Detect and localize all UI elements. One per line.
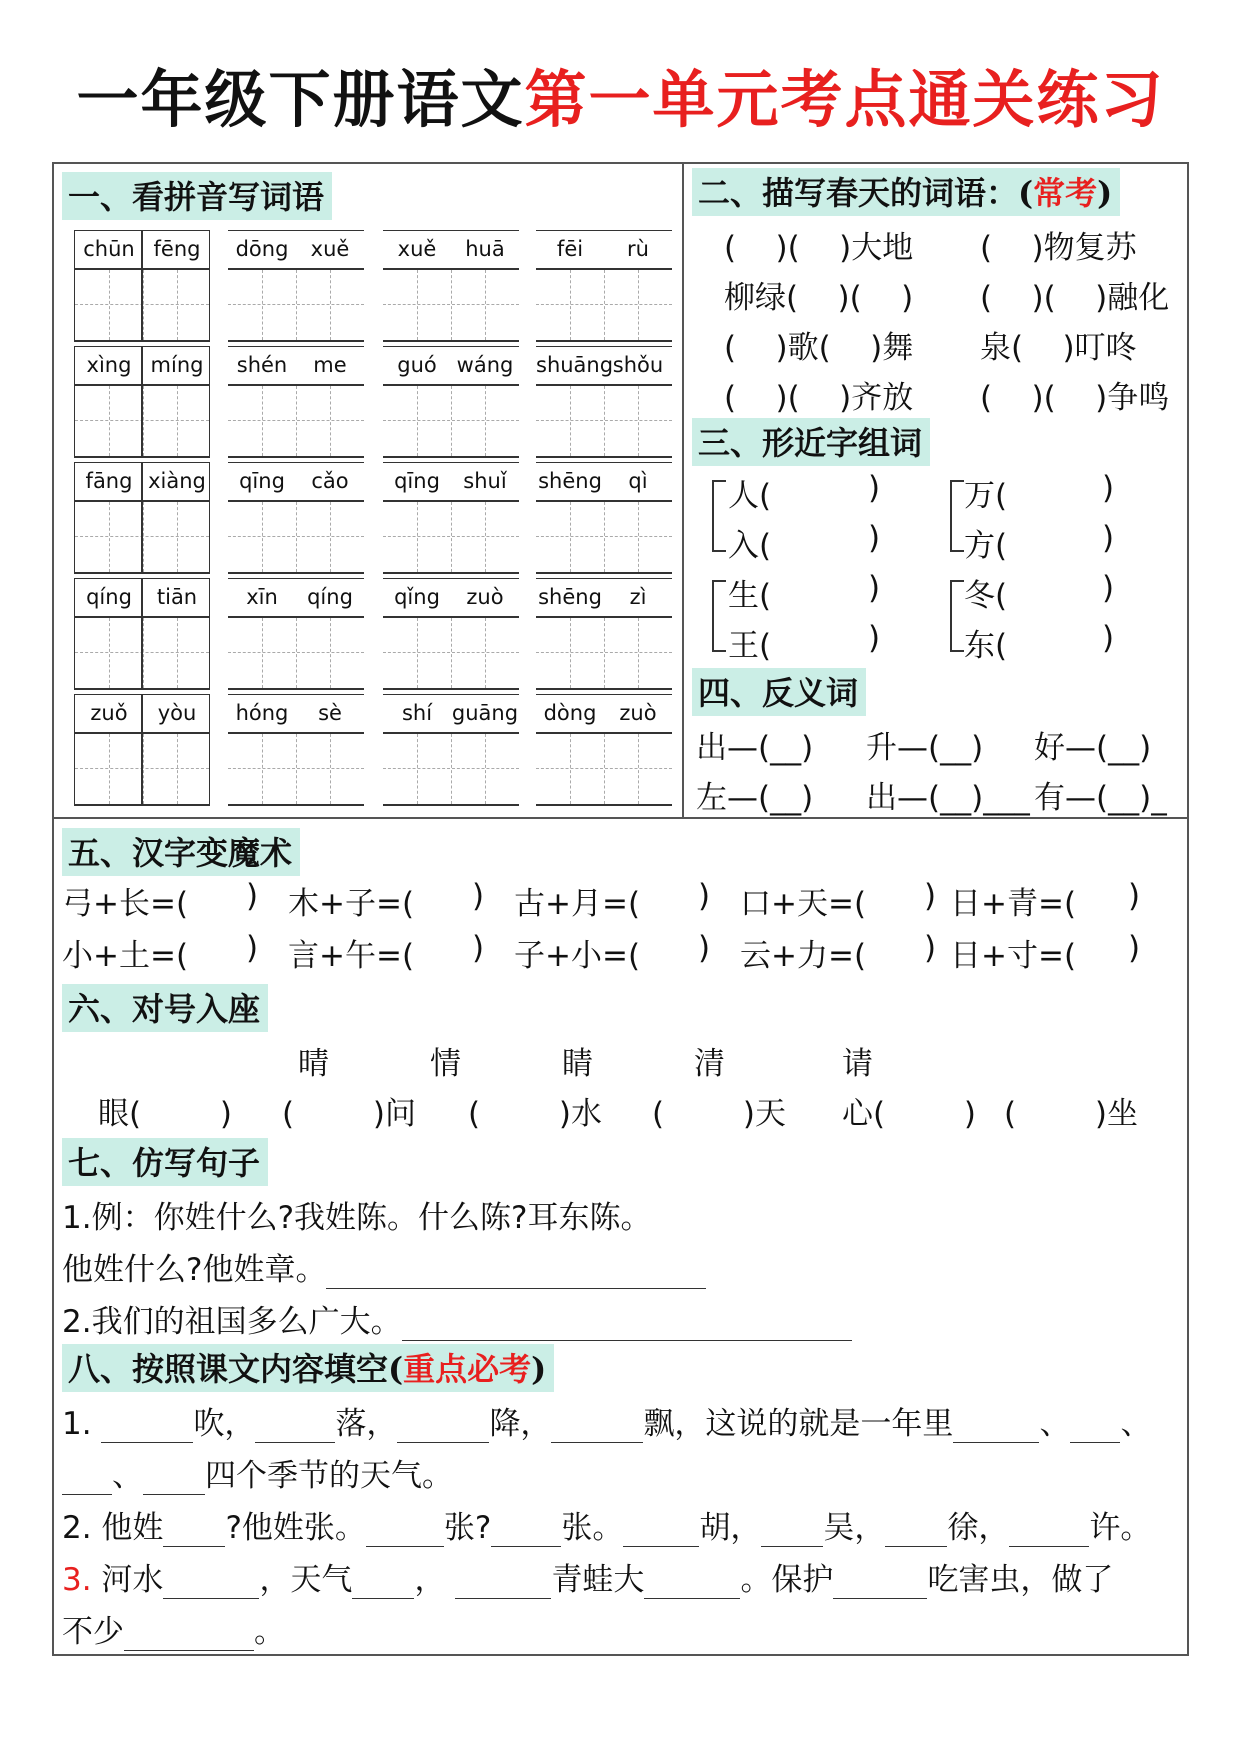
blank[interactable]	[885, 1516, 947, 1547]
blank[interactable]	[644, 1568, 740, 1599]
blank[interactable]	[255, 1412, 335, 1443]
s8-q3-line2	[62, 1606, 285, 1651]
grid-guide-line	[604, 386, 605, 456]
pinyin-syllable: shēng	[538, 469, 602, 493]
blank[interactable]	[62, 1464, 112, 1495]
s8-q2-t1: ?他姓张。	[225, 1510, 366, 1546]
grid-guide-line	[177, 618, 178, 688]
pinyin-box[interactable]	[383, 346, 519, 458]
pinyin-syllable: guāng	[451, 701, 519, 725]
writing-grid[interactable]	[383, 386, 519, 458]
writing-grid[interactable]	[228, 502, 364, 574]
magic-equation: 云+力=(	[740, 938, 867, 974]
pinyin-box[interactable]	[536, 578, 672, 690]
s8-q1-t2: 落，	[335, 1406, 398, 1442]
magic-answer-close[interactable]: )	[246, 878, 259, 914]
grid-guide-line	[451, 502, 452, 572]
pinyin-line	[536, 578, 672, 618]
s4-r1-c3[interactable]: 好—(__)	[1034, 730, 1152, 766]
pinyin-syllable: cǎo	[311, 469, 349, 493]
s8-q3b-t0: 不少	[62, 1614, 124, 1650]
grid-guide-line	[109, 734, 110, 804]
s8-q1-line2	[62, 1450, 453, 1495]
magic-equation: 古+月=(	[514, 886, 641, 922]
section2-tag-close: )	[1097, 174, 1113, 212]
pinyin-syllable: tiān	[156, 585, 198, 609]
pinyin-line	[228, 578, 364, 618]
pinyin-syllable: qíng	[86, 585, 132, 609]
s3-b2: 王(	[728, 628, 772, 664]
s8-q3-t5: 吃害虫，做了	[927, 1562, 1114, 1598]
section8-close: )	[531, 1350, 547, 1388]
pinyin-syllable: zì	[629, 585, 647, 609]
s8-q2-t0: 2. 他姓	[62, 1510, 164, 1546]
pinyin-line	[536, 462, 672, 502]
blank[interactable]	[953, 1412, 1039, 1443]
grid-guide-line	[604, 502, 605, 572]
pinyin-syllable: qīng	[239, 469, 285, 493]
pinyin-box[interactable]	[383, 694, 519, 806]
s2-line4-a[interactable]: ( )( )齐放	[724, 380, 914, 416]
s3-close[interactable]: )	[868, 520, 881, 556]
magic-answer-close[interactable]: )	[472, 878, 485, 914]
s7-example: 1.例：你姓什么?我姓陈。什么陈?耳东陈。	[62, 1200, 652, 1236]
grid-guide-line	[262, 386, 263, 456]
magic-equation: 口+天=(	[740, 886, 867, 922]
pinyin-syllable: zuò	[466, 585, 504, 609]
pinyin-syllable: qì	[628, 469, 648, 493]
pinyin-box[interactable]	[383, 462, 519, 574]
s2-line3-a[interactable]: ( )歌( )舞	[724, 330, 914, 366]
grid-guide-line	[296, 734, 297, 804]
pinyin-syllable: shuāng	[536, 353, 614, 377]
grid-guide-line	[638, 270, 639, 340]
grid-guide-line	[570, 734, 571, 804]
grid-guide-line	[604, 734, 605, 804]
s8-q3-t0: 河水	[91, 1562, 164, 1598]
blank[interactable]	[455, 1568, 551, 1599]
s8-q1-t6: 、	[1120, 1406, 1152, 1442]
s8-q3	[62, 1554, 1113, 1599]
s3-close[interactable]: )	[1102, 470, 1115, 506]
brace-2	[950, 480, 964, 552]
pinyin-syllable: xìng	[86, 353, 132, 377]
blank[interactable]	[397, 1412, 489, 1443]
blank[interactable]	[1070, 1412, 1120, 1443]
s8-q1b-t0: 、	[112, 1458, 143, 1494]
s7-q2-answer-line[interactable]	[402, 1310, 852, 1341]
pinyin-syllable: shí	[401, 701, 433, 725]
s8-q3b-t1: 。	[254, 1614, 285, 1650]
s8-q3-t3: 青蛙大	[551, 1562, 645, 1598]
section2-tag-open: (	[1018, 174, 1034, 212]
s6-blank-1[interactable]: 眼( )	[98, 1096, 233, 1132]
grid-guide-line	[638, 386, 639, 456]
magic-answer-close[interactable]: )	[698, 930, 711, 966]
s3-close[interactable]: )	[1102, 520, 1115, 556]
writing-grid[interactable]	[536, 734, 672, 806]
blank[interactable]	[124, 1620, 254, 1651]
s6-char-5: 请	[842, 1046, 873, 1082]
pinyin-line	[536, 694, 672, 734]
grid-guide-line	[417, 386, 418, 456]
cell-divider	[141, 578, 143, 690]
s7-q2-text: 2.我们的祖国多么广大。	[62, 1304, 402, 1340]
grid-guide-line	[262, 270, 263, 340]
blank[interactable]	[1009, 1516, 1089, 1547]
grid-guide-line	[638, 618, 639, 688]
s8-q1b-t1: 四个季节的天气。	[205, 1458, 453, 1494]
s3-close[interactable]: )	[1102, 570, 1115, 606]
s3-b1: 入(	[728, 528, 772, 564]
s3-close[interactable]: )	[868, 620, 881, 656]
s6-char-2: 情	[430, 1046, 461, 1082]
writing-grid[interactable]	[536, 270, 672, 342]
pinyin-syllable: huā	[465, 237, 505, 261]
s3-d2: 东(	[964, 628, 1008, 664]
s3-a1: 人(	[728, 478, 772, 514]
magic-equation: 子+小=(	[514, 938, 641, 974]
pinyin-line	[383, 230, 519, 270]
s7-q1-text: 他姓什么?他姓章。	[62, 1252, 327, 1288]
grid-guide-line	[570, 270, 571, 340]
grid-guide-line	[330, 386, 331, 456]
grid-guide-line	[262, 502, 263, 572]
grid-guide-line	[417, 734, 418, 804]
section-divider	[52, 817, 1189, 819]
s6-blank-6[interactable]: ( )坐	[1004, 1096, 1139, 1132]
grid-guide-line	[143, 386, 144, 456]
grid-guide-line	[604, 618, 605, 688]
cell-divider	[141, 230, 143, 342]
grid-guide-line	[604, 270, 605, 340]
pinyin-line	[383, 346, 519, 386]
s8-q1-t3: 降，	[489, 1406, 552, 1442]
section7-heading: 七、仿写句子	[62, 1138, 268, 1186]
pinyin-box[interactable]	[74, 230, 210, 342]
writing-grid[interactable]	[383, 734, 519, 806]
s2-line1-b[interactable]: ( )物复苏	[980, 230, 1137, 266]
magic-answer-close[interactable]: )	[1128, 878, 1141, 914]
pinyin-box[interactable]	[383, 230, 519, 342]
pinyin-syllable: shǒu	[612, 353, 664, 377]
blank[interactable]	[163, 1516, 225, 1547]
pinyin-syllable: dōng	[235, 237, 289, 261]
s2-line4-b[interactable]: ( )( )争鸣	[980, 380, 1170, 416]
s8-q1-num: 1.	[62, 1406, 102, 1442]
pinyin-syllable: xuě	[310, 237, 350, 261]
pinyin-syllable: xīn	[246, 585, 278, 609]
pinyin-box[interactable]	[383, 578, 519, 690]
blank[interactable]	[491, 1516, 561, 1547]
magic-equation: 小+土=(	[62, 938, 189, 974]
grid-guide-line	[143, 618, 144, 688]
writing-grid[interactable]	[383, 618, 519, 690]
section1-heading: 一、看拼音写词语	[62, 172, 332, 220]
blank[interactable]	[761, 1516, 823, 1547]
s3-close[interactable]: )	[868, 570, 881, 606]
grid-guide-line	[570, 502, 571, 572]
grid-guide-line	[330, 270, 331, 340]
blank[interactable]	[551, 1412, 643, 1443]
grid-guide-line	[143, 734, 144, 804]
s6-char-4: 清	[694, 1046, 725, 1082]
grid-guide-line	[109, 502, 110, 572]
column-divider	[682, 162, 684, 818]
s8-q3-t2: ，	[414, 1562, 446, 1598]
grid-guide-line	[177, 386, 178, 456]
magic-equation: 日+寸=(	[950, 938, 1077, 974]
pinyin-box[interactable]	[536, 462, 672, 574]
grid-guide-line	[330, 618, 331, 688]
grid-guide-line	[330, 502, 331, 572]
grid-guide-line	[451, 270, 452, 340]
grid-guide-line	[638, 734, 639, 804]
s6-char-1: 晴	[298, 1046, 329, 1082]
pinyin-syllable: fāng	[85, 469, 133, 493]
pinyin-syllable: yòu	[157, 701, 197, 725]
pinyin-box[interactable]	[228, 230, 364, 342]
blank[interactable]	[352, 1568, 414, 1599]
grid-guide-line	[143, 270, 144, 340]
pinyin-syllable: fēng	[153, 237, 201, 261]
s3-close[interactable]: )	[1102, 620, 1115, 656]
s6-char-3: 睛	[562, 1046, 593, 1082]
pinyin-syllable: qīng	[394, 469, 440, 493]
writing-grid[interactable]	[228, 270, 364, 342]
s8-q1-t4: 飘，这说的就是一年里	[643, 1406, 954, 1442]
s3-c2: 冬(	[964, 578, 1008, 614]
cell-divider	[141, 462, 143, 574]
blank[interactable]	[366, 1516, 444, 1547]
title-red: 第一单元考点通关练习	[524, 63, 1165, 136]
s8-q2	[62, 1502, 1151, 1547]
pinyin-syllable: chūn	[83, 237, 135, 261]
pinyin-syllable: míng	[150, 353, 204, 377]
pinyin-box[interactable]	[536, 694, 672, 806]
grid-guide-line	[485, 386, 486, 456]
grid-guide-line	[451, 734, 452, 804]
grid-guide-line	[417, 502, 418, 572]
magic-answer-close[interactable]: )	[1128, 930, 1141, 966]
grid-guide-line	[177, 734, 178, 804]
s4-r1-c2[interactable]: 升—(__)	[866, 730, 984, 766]
pinyin-box[interactable]	[74, 578, 210, 690]
pinyin-line	[228, 230, 364, 270]
section2-title: 二、描写春天的词语：	[698, 174, 1019, 212]
blank[interactable]	[101, 1412, 193, 1443]
pinyin-syllable: shén	[236, 353, 288, 377]
grid-guide-line	[638, 502, 639, 572]
s8-q2-t4: 胡，	[699, 1510, 762, 1546]
pinyin-box[interactable]	[536, 230, 672, 342]
grid-guide-line	[296, 386, 297, 456]
magic-answer-close[interactable]: )	[698, 878, 711, 914]
magic-equation: 日+青=(	[950, 886, 1077, 922]
grid-guide-line	[451, 386, 452, 456]
s8-q1-t5: 、	[1039, 1406, 1071, 1442]
s7-q1	[62, 1244, 706, 1289]
grid-guide-line	[485, 502, 486, 572]
s6-blank-2[interactable]: ( )问	[282, 1096, 417, 1132]
brace-3	[712, 580, 726, 652]
pinyin-box[interactable]	[74, 694, 210, 806]
magic-answer-close[interactable]: )	[472, 930, 485, 966]
s8-q1-t1: 吹，	[193, 1406, 256, 1442]
grid-guide-line	[296, 618, 297, 688]
pinyin-line	[228, 462, 364, 502]
grid-guide-line	[109, 270, 110, 340]
grid-guide-line	[296, 502, 297, 572]
section6-heading: 六、对号入座	[62, 984, 268, 1032]
grid-guide-line	[143, 502, 144, 572]
pinyin-syllable: shēng	[538, 585, 602, 609]
s7-q1-answer-line[interactable]	[326, 1258, 706, 1289]
pinyin-syllable: qíng	[307, 585, 353, 609]
writing-grid[interactable]	[383, 502, 519, 574]
grid-guide-line	[177, 270, 178, 340]
pinyin-syllable: xiàng	[148, 469, 206, 493]
grid-guide-line	[485, 734, 486, 804]
s4-r2-c1[interactable]: 左—(__)	[696, 780, 814, 816]
writing-grid[interactable]	[536, 502, 672, 574]
section2-heading	[692, 168, 1120, 216]
blank[interactable]	[163, 1568, 259, 1599]
magic-answer-close[interactable]: )	[924, 930, 937, 966]
s8-q2-t2: 张?	[443, 1510, 492, 1546]
pinyin-line	[383, 694, 519, 734]
magic-equation: 言+午=(	[288, 938, 415, 974]
s3-a2: 生(	[728, 578, 772, 614]
pinyin-line	[228, 346, 364, 386]
s2-line1-a[interactable]: ( )( )大地	[724, 230, 914, 266]
s8-q2-t7: 许。	[1089, 1510, 1152, 1546]
s7-q2	[62, 1296, 852, 1341]
s4-r2-c3[interactable]: 有—(__)_	[1034, 780, 1167, 816]
s6-blank-5[interactable]: 心( )	[842, 1096, 977, 1132]
pinyin-syllable: dòng	[543, 701, 597, 725]
cell-divider	[141, 346, 143, 458]
blank[interactable]	[143, 1464, 205, 1495]
magic-equation: 木+子=(	[288, 886, 415, 922]
pinyin-syllable: rù	[627, 237, 649, 261]
pinyin-syllable: me	[313, 353, 347, 377]
s8-q2-t6: 徐，	[947, 1510, 1010, 1546]
grid-guide-line	[262, 734, 263, 804]
pinyin-box[interactable]	[74, 462, 210, 574]
pinyin-line	[536, 230, 672, 270]
s8-q2-t3: 张。	[561, 1510, 624, 1546]
section3-heading: 三、形近字组词	[692, 418, 930, 466]
grid-guide-line	[570, 386, 571, 456]
magic-answer-close[interactable]: )	[246, 930, 259, 966]
brace-4	[950, 580, 964, 652]
s4-r1-c1[interactable]: 出—(__)	[696, 730, 814, 766]
pinyin-syllable: qǐng	[394, 585, 440, 609]
s2-line2-b[interactable]: ( )( )融化	[980, 280, 1170, 316]
writing-grid[interactable]	[228, 386, 364, 458]
grid-guide-line	[485, 618, 486, 688]
pinyin-syllable: xuě	[397, 237, 437, 261]
grid-guide-line	[177, 502, 178, 572]
pinyin-box[interactable]	[228, 694, 364, 806]
section8-heading	[62, 1344, 554, 1392]
grid-guide-line	[330, 734, 331, 804]
pinyin-box[interactable]	[228, 578, 364, 690]
pinyin-line	[228, 694, 364, 734]
s8-q3-num: 3.	[62, 1562, 92, 1598]
pinyin-line	[383, 578, 519, 618]
pinyin-syllable: hóng	[235, 701, 289, 725]
blank[interactable]	[833, 1568, 927, 1599]
s3-d1: 方(	[964, 528, 1008, 564]
pinyin-syllable: fēi	[556, 237, 584, 261]
section8-tag: 重点必考	[403, 1350, 532, 1388]
grid-guide-line	[570, 618, 571, 688]
brace-1	[712, 480, 726, 552]
grid-guide-line	[451, 618, 452, 688]
s6-blank-4[interactable]: ( )天	[652, 1096, 787, 1132]
s2-line3-b[interactable]: 泉( )叮咚	[980, 330, 1137, 366]
section8-title: 八、按照课文内容填空(	[68, 1350, 404, 1388]
section2-tag: 常考	[1033, 174, 1098, 212]
grid-guide-line	[109, 618, 110, 688]
magic-answer-close[interactable]: )	[924, 878, 937, 914]
writing-grid[interactable]	[536, 618, 672, 690]
pinyin-box[interactable]	[74, 346, 210, 458]
pinyin-line	[383, 462, 519, 502]
s2-line2-a[interactable]: 柳绿( )( )	[724, 280, 914, 316]
writing-grid[interactable]	[228, 734, 364, 806]
writing-grid[interactable]	[228, 618, 364, 690]
pinyin-box[interactable]	[228, 462, 364, 574]
section4-heading: 四、反义词	[692, 668, 866, 716]
grid-guide-line	[417, 270, 418, 340]
pinyin-syllable: shuǐ	[463, 469, 507, 493]
s3-c1: 万(	[964, 478, 1008, 514]
s8-q3-t1: ，天气	[259, 1562, 353, 1598]
s8-q2-t5: 吴，	[823, 1510, 886, 1546]
grid-guide-line	[262, 618, 263, 688]
magic-equation: 弓+长=(	[62, 886, 189, 922]
pinyin-syllable: sè	[318, 701, 342, 725]
grid-guide-line	[485, 270, 486, 340]
title-black: 一年级下册语文	[76, 63, 525, 136]
pinyin-box[interactable]	[536, 346, 672, 458]
writing-grid[interactable]	[383, 270, 519, 342]
s4-r2-c2[interactable]: 出—(__)___	[866, 780, 1030, 816]
pinyin-syllable: zuǒ	[90, 701, 128, 725]
cell-divider	[141, 694, 143, 806]
grid-guide-line	[417, 618, 418, 688]
page-title	[0, 50, 1241, 139]
s6-blank-3[interactable]: ( )水	[468, 1096, 603, 1132]
s8-q1-line1	[62, 1398, 1151, 1443]
pinyin-syllable: wáng	[456, 353, 514, 377]
writing-grid[interactable]	[536, 386, 672, 458]
grid-guide-line	[109, 386, 110, 456]
grid-guide-line	[296, 270, 297, 340]
pinyin-syllable: zuò	[619, 701, 657, 725]
section5-heading: 五、汉字变魔术	[62, 828, 300, 876]
blank[interactable]	[623, 1516, 699, 1547]
pinyin-line	[536, 346, 672, 386]
pinyin-box[interactable]	[228, 346, 364, 458]
pinyin-syllable: guó	[397, 353, 437, 377]
s3-close[interactable]: )	[868, 470, 881, 506]
s8-q3-t4: 。保护	[740, 1562, 834, 1598]
